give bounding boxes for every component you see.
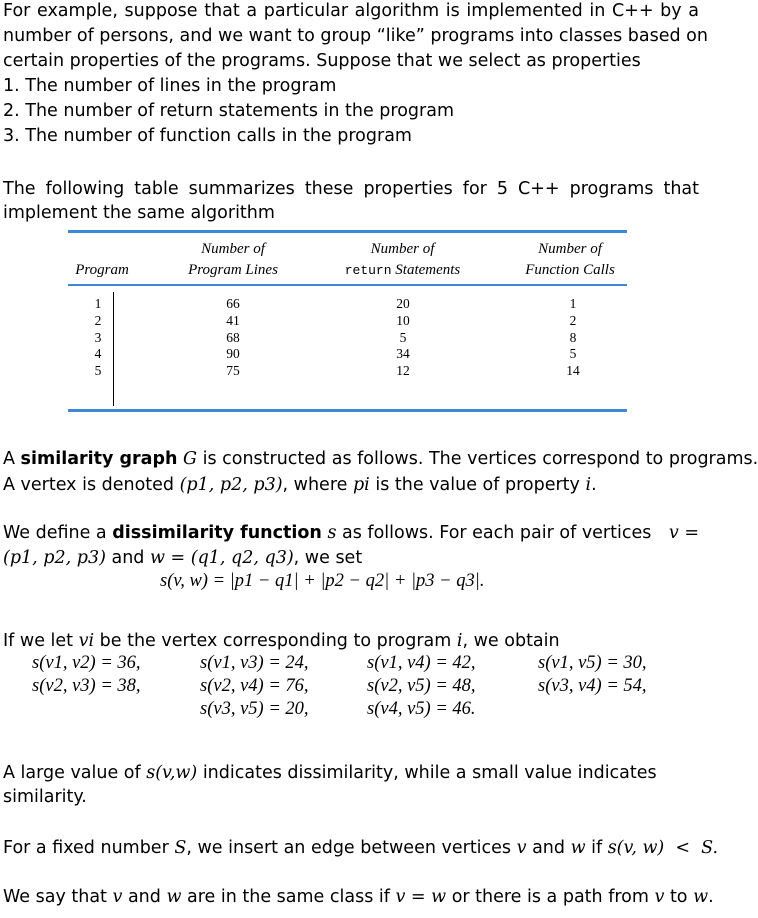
column-program [90, 296, 106, 380]
intro-line: certain properties of the programs. Suppose that we select as properties [3, 51, 641, 71]
table-intro-line: implement the same algorithm [3, 203, 275, 223]
table-cell: 68 [226, 329, 240, 345]
column-returns [380, 296, 426, 380]
property-item: 3. The number of function calls in the program [3, 126, 412, 146]
value-entry: s(v1, v5) = 30, [538, 653, 647, 673]
values-intro: If we let vi be the vertex corresponding to program i, we obtain [3, 631, 560, 651]
table-cell: 12 [396, 363, 410, 379]
return-keyword: return [344, 263, 392, 278]
value-entry: s(v4, v5) = 46. [367, 699, 476, 719]
table-cell: 90 [226, 346, 240, 362]
header-program: Program [75, 262, 129, 278]
header-returns-word: Statements [395, 262, 461, 278]
header-calls-top: Number of [538, 241, 602, 257]
table-cell: 1 [569, 296, 577, 311]
value-entry: s(v2, v5) = 48, [367, 676, 476, 696]
header-lines-bottom: Program Lines [188, 262, 278, 278]
table-cell: 5 [569, 346, 577, 362]
similarity-line: A vertex is denoted (p1, p2, p3), where pi is the value of property i. [3, 475, 597, 495]
value-entry: s(v3, v5) = 20, [200, 699, 309, 719]
table-cell: 8 [569, 329, 577, 345]
property-item: 1. The number of lines in the program [3, 76, 337, 96]
table-cell: 41 [226, 312, 240, 328]
value-entry: s(v1, v3) = 24, [200, 653, 309, 673]
dissimilarity-line: We define a dissimilarity function s as follows. For each pair of vertices v = [3, 523, 699, 543]
table-top-rule [68, 230, 627, 233]
value-entry: s(v2, v3) = 38, [32, 676, 141, 696]
edge-rule-line: For a fixed number S, we insert an edge between vertices v and w if s(v, w) < S. [3, 838, 719, 858]
value-entry: s(v2, v4) = 76, [200, 676, 309, 696]
column-divider [113, 292, 114, 406]
table-cell: 75 [226, 363, 240, 379]
table-bottom-rule [68, 409, 627, 412]
table-cell: 66 [226, 296, 240, 311]
column-lines [210, 296, 256, 380]
table-cell: 10 [396, 312, 410, 328]
table-cell: 34 [396, 346, 410, 362]
value-entry: s(v1, v4) = 42, [367, 653, 476, 673]
similarity-line: A similarity graph G is constructed as follows. The vertices correspond to programs. [3, 449, 758, 469]
property-item: 2. The number of return statements in the program [3, 101, 455, 121]
table-cell: 1 [94, 296, 102, 311]
intro-line: For example, suppose that a particular algorithm is implemented in C++ by a [3, 1, 699, 21]
dissimilarity-term: dissimilarity function [112, 523, 322, 543]
table-intro-line: The following table summarizes these properties for 5 C++ programs that [3, 179, 699, 199]
table-cell: 4 [94, 346, 102, 362]
dissimilarity-formula: s(v, w) = |p1 − q1| + |p2 − q2| + |p3 − q3|. [160, 571, 485, 591]
similarity-term: similarity graph [20, 449, 178, 469]
table-cell: 2 [569, 312, 577, 328]
table-header-rule [68, 284, 627, 286]
table-cell: 5 [399, 329, 407, 345]
value-entry: s(v1, v2) = 36, [32, 653, 141, 673]
table-cell: 5 [94, 363, 102, 379]
header-calls-bottom: Function Calls [525, 262, 615, 278]
header-lines-top: Number of [201, 241, 265, 257]
header-returns-bottom [330, 261, 475, 280]
table-cell: 14 [566, 363, 580, 379]
intro-line: number of persons, and we want to group “like” programs into classes based on [3, 26, 708, 46]
large-value-line: A large value of s(v,w) indicates dissimilarity, while a small value indicates [3, 763, 657, 783]
column-calls [550, 296, 596, 380]
table-cell: 2 [94, 312, 102, 328]
large-value-line: similarity. [3, 787, 87, 807]
class-rule-line: We say that v and w are in the same class if v = w or there is a path from v to w. [3, 887, 714, 907]
value-entry: s(v3, v4) = 54, [538, 676, 647, 696]
table-cell: 20 [396, 296, 410, 311]
dissimilarity-line: (p1, p2, p3) and w = (q1, q2, q3), we set [3, 548, 363, 568]
header-returns-top: Number of [370, 241, 435, 257]
table-cell: 3 [94, 329, 102, 345]
